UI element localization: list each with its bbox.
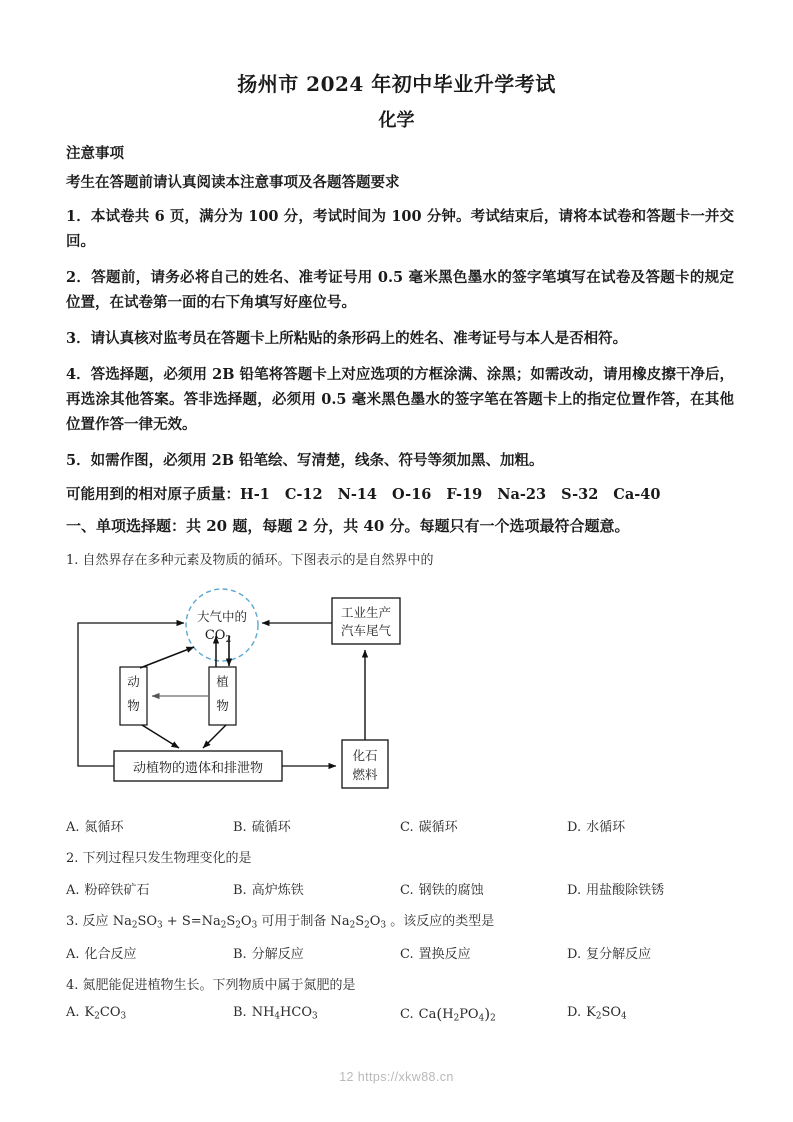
- option-b-text: 高炉炼铁: [251, 882, 304, 898]
- option-d-label: D.: [567, 1005, 582, 1021]
- option-d-text: 复分解反应: [586, 946, 652, 962]
- question-3-options: [66, 943, 734, 962]
- option-a-text: 氮循环: [84, 820, 124, 836]
- option-a-label: A.: [66, 946, 80, 962]
- option-c-label: C.: [400, 1007, 414, 1023]
- question-4-stem: [66, 976, 734, 996]
- question-1-option-c[interactable]: [400, 816, 567, 835]
- question-3-option-a[interactable]: [66, 943, 233, 962]
- question-1-number: 1.: [66, 552, 79, 568]
- option-a-formula: $K_2CO_3$: [84, 1005, 127, 1022]
- question-3-formula-1: $Na_2SO_3 + S=Na_2S_2O_3$: [112, 913, 258, 931]
- atomic-mass-s: S-32: [561, 485, 599, 503]
- question-2-stem: [66, 849, 734, 869]
- question-4-option-a[interactable]: [66, 1005, 233, 1024]
- option-d-label: D.: [567, 946, 582, 962]
- question-4-number: 4.: [66, 977, 79, 993]
- question-4-option-c[interactable]: [400, 1005, 567, 1024]
- option-d-text: 水循环: [586, 820, 626, 836]
- question-3-option-d[interactable]: [567, 943, 734, 962]
- option-b-text: 硫循环: [251, 820, 291, 836]
- notice-heading: 注意事项: [66, 145, 124, 162]
- arrow-animal-to-atmosphere: [140, 647, 194, 668]
- carbon-cycle-svg: [66, 578, 734, 806]
- option-c-label: C.: [400, 882, 414, 898]
- option-c-label: C.: [400, 820, 414, 836]
- atomic-mass-c: C-12: [284, 485, 323, 503]
- fossil-fuel-label-line1: 化石: [352, 748, 378, 764]
- question-3-option-b[interactable]: [233, 943, 400, 962]
- carbon-cycle-diagram: [66, 578, 734, 806]
- atmosphere-co2-circle: [186, 589, 258, 661]
- notice-rule-4: 4．答选择题，必须用 2B 铅笔将答题卡上对应选项的方框涂满、涂黑；如需改动，请用橡皮擦干净后，再选涂其他答案。答非选择题，必须用 0.5 毫米黑色墨水的签字笔在答题卡上的指定位置作答，在其他位置作答一律无效。: [66, 365, 734, 433]
- question-4-options: [66, 1005, 734, 1024]
- notice-rule-5: 5．如需作图，必须用 2B 铅笔绘、写清楚，线条、符号等须加黑、加粗。: [66, 451, 544, 469]
- atomic-mass-h: H-1: [240, 485, 270, 503]
- question-2-options: [66, 879, 734, 898]
- question-1-option-a[interactable]: [66, 816, 233, 835]
- question-3-formula-2: $Na_2S_2O_3$: [330, 913, 387, 931]
- option-b-label: B.: [233, 882, 247, 898]
- option-c-text: 钢铁的腐蚀: [418, 882, 484, 898]
- page-title: 扬州市 2024 年初中毕业升学考试: [237, 72, 556, 96]
- notice-rule-3: 3．请认真核对监考员在答题卡上所粘贴的条形码上的姓名、准考证号与本人是否相符。: [66, 330, 628, 347]
- option-a-text: 化合反应: [84, 946, 137, 962]
- question-2-option-a[interactable]: [66, 879, 233, 898]
- fossil-fuel-label-line2: 燃料: [352, 767, 378, 783]
- question-2-option-c[interactable]: [400, 879, 567, 898]
- option-b-label: B.: [233, 946, 247, 962]
- plant-box-label-char2: 物: [216, 698, 229, 714]
- question-1-options: [66, 816, 734, 835]
- option-d-label: D.: [567, 882, 582, 898]
- animal-box-label-char1: 动: [127, 674, 140, 690]
- option-d-label: D.: [567, 820, 582, 836]
- arrow-animal-to-remains: [142, 725, 179, 748]
- question-1-option-b[interactable]: [233, 816, 400, 835]
- notice-rule-2: 2．答题前，请务必将自己的姓名、准考证号用 0.5 毫米黑色墨水的签字笔填写在试卷及答题卡的规定位置，在试卷第一面的右下角填写好座位号。: [66, 269, 734, 312]
- notice-rule-1: 1．本试卷共 6 页，满分为 100 分，考试时间为 100 分钟。考试结束后，请将本试卷和答题卡一并交回。: [66, 208, 734, 251]
- animal-box-label-char2: 物: [127, 698, 140, 714]
- atomic-mass-f: F-19: [446, 485, 483, 503]
- option-d-formula: $K_2SO_4$: [586, 1005, 627, 1022]
- footer-watermark: 12 https://xkw88.cn: [339, 1070, 454, 1084]
- arrow-plant-to-remains: [203, 725, 226, 748]
- section-heading: 一、单项选择题：共 20 题，每题 2 分，共 40 分。每题只有一个选项最符合题意。: [66, 516, 630, 535]
- option-a-text: 粉碎铁矿石: [84, 882, 150, 898]
- question-4-option-b[interactable]: [233, 1005, 400, 1024]
- atomic-mass-n: N-14: [337, 485, 378, 503]
- question-3-mid: 可用于制备: [257, 913, 331, 929]
- question-3-option-c[interactable]: [400, 943, 567, 962]
- atomic-mass-o: O-16: [392, 485, 432, 503]
- option-d-text: 用盐酸除铁锈: [586, 882, 665, 898]
- industry-box-label-line2: 汽车尾气: [340, 623, 392, 639]
- atmosphere-co2-label-line1: 大气中的: [196, 609, 248, 625]
- option-b-formula: $NH_4HCO_3$: [251, 1005, 318, 1022]
- page-content: [66, 145, 734, 1038]
- atmosphere-co2-label-line2: $CO_2$: [204, 628, 232, 646]
- option-c-text: 置换反应: [418, 946, 471, 962]
- notice-subheading: 考生在答题前请认真阅读本注意事项及各题答题要求: [66, 174, 400, 192]
- industry-box-label-line1: 工业生产: [340, 605, 392, 621]
- question-3-prefix: 反应: [82, 913, 113, 929]
- question-1-text: 自然界存在多种元素及物质的循环。下图表示的是自然界中的: [82, 552, 434, 568]
- option-c-text: 碳循环: [418, 820, 458, 836]
- question-2-option-b[interactable]: [233, 879, 400, 898]
- option-b-label: B.: [233, 820, 247, 836]
- question-3-suffix: 。该反应的类型是: [386, 913, 495, 929]
- question-2-option-d[interactable]: [567, 879, 734, 898]
- question-1-stem: [66, 551, 734, 571]
- question-2-number: 2.: [66, 851, 79, 867]
- atomic-mass-label: 可能用到的相对原子质量：: [66, 485, 240, 503]
- option-a-label: A.: [66, 882, 80, 898]
- option-b-text: 分解反应: [251, 946, 304, 962]
- atomic-mass-line: [66, 485, 734, 505]
- page-subtitle: 化学: [378, 110, 415, 131]
- atomic-mass-ca: Ca-40: [613, 485, 661, 503]
- atomic-mass-na: Na-23: [497, 485, 547, 503]
- question-4-text: 氮肥能促进植物生长。下列物质中属于氮肥的是: [82, 977, 356, 993]
- option-c-formula: $Ca(H_2PO_4)_2$: [418, 1005, 496, 1024]
- question-3-number: 3.: [66, 913, 79, 929]
- remains-box-label: 动植物的遗体和排泄物: [132, 761, 264, 777]
- plant-box-label-char1: 植: [216, 674, 229, 690]
- option-a-label: A.: [66, 1005, 80, 1021]
- question-4-option-d[interactable]: [567, 1005, 734, 1024]
- option-a-label: A.: [66, 820, 80, 836]
- option-b-label: B.: [233, 1005, 247, 1021]
- question-1-option-d[interactable]: [567, 816, 734, 835]
- question-3-stem: [66, 912, 734, 933]
- question-2-text: 下列过程只发生物理变化的是: [82, 851, 252, 867]
- option-c-label: C.: [400, 946, 414, 962]
